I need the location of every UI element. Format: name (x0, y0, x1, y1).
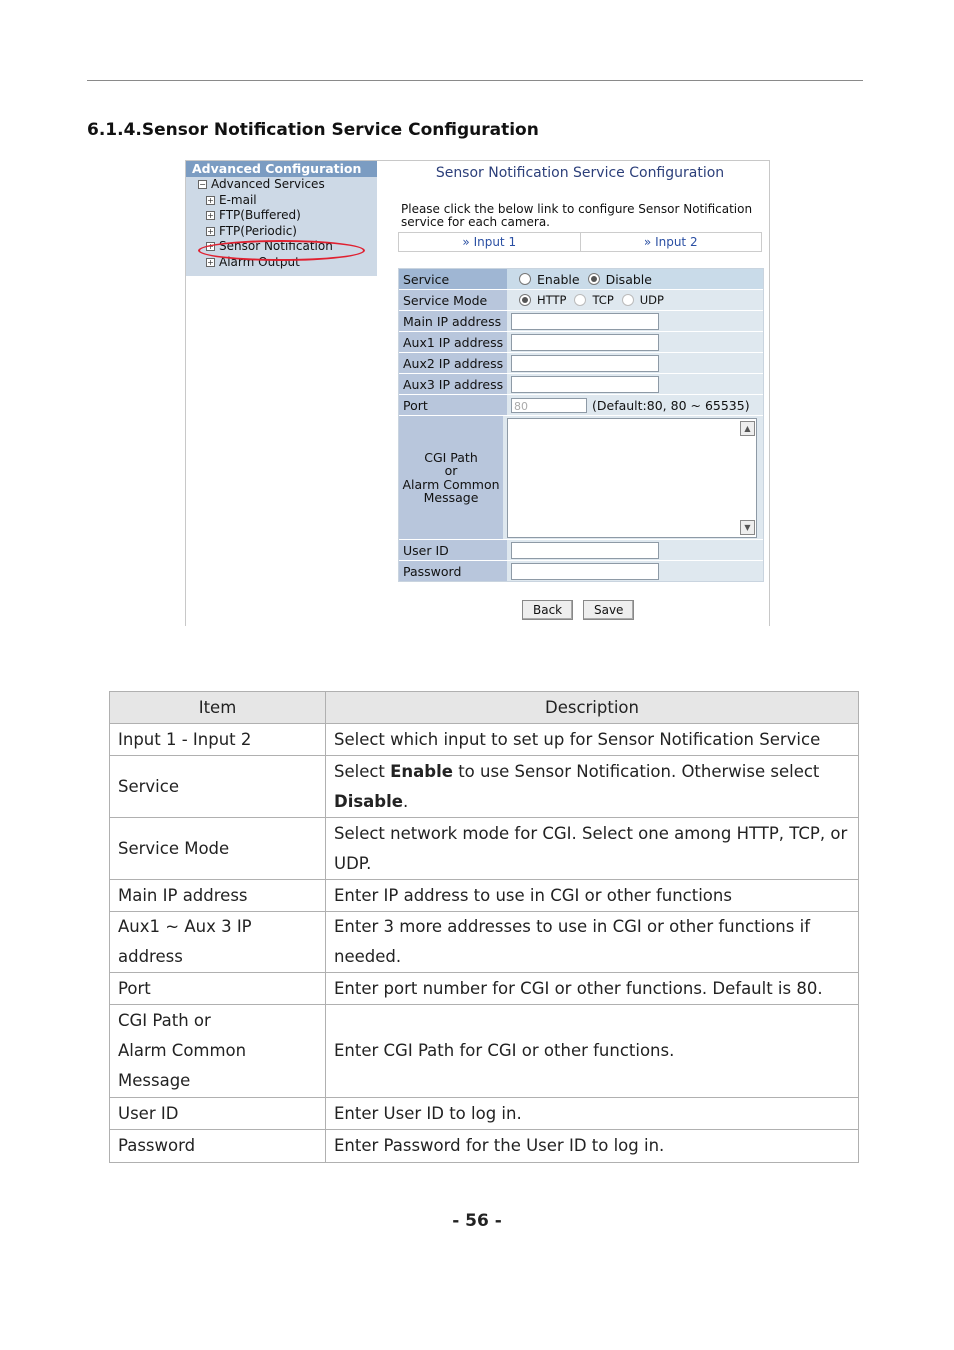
aux2-ip-label: Aux2 IP address (399, 353, 507, 373)
sidebar-item-email[interactable] (186, 193, 377, 209)
save-button[interactable]: Save (583, 600, 634, 620)
link-arrow-icon: » (643, 235, 652, 249)
item-line: CGI Path or (118, 1011, 211, 1030)
main-ip-input[interactable] (511, 313, 659, 330)
description-cell: Enter CGI Path for CGI or other functions. (326, 1005, 859, 1098)
expand-icon[interactable]: + (207, 257, 214, 267)
description-table (109, 691, 859, 1163)
description-column-header: Description (326, 692, 859, 724)
table-row (110, 818, 859, 880)
main-ip-row (399, 311, 763, 332)
sidebar (186, 161, 377, 276)
item-cell: Service Mode (110, 818, 326, 880)
description-cell: Enter Password for the User ID to log in. (326, 1130, 859, 1163)
input-1-label: Input 1 (473, 235, 517, 249)
tree-group-label: Advanced Services (211, 177, 325, 191)
aux1-ip-label: Aux1 IP address (399, 332, 507, 352)
mode-tcp-radio[interactable] (574, 294, 586, 306)
description-cell (326, 756, 859, 818)
aux1-ip-row (399, 332, 763, 353)
aux2-ip-cell (507, 353, 763, 373)
description-cell: Enter port number for CGI or other functions. Default is 80. (326, 973, 859, 1005)
sidebar-item-ftp-buffered[interactable] (186, 208, 377, 224)
back-button[interactable]: Back (522, 600, 573, 620)
service-mode-options (507, 290, 763, 310)
collapse-icon[interactable]: − (199, 180, 206, 189)
section-heading: 6.1.4.Sensor Notification Service Configuration (87, 120, 539, 140)
table-row (110, 1005, 859, 1098)
table-row (110, 912, 859, 973)
cgi-label-line: or (444, 463, 458, 478)
instruction-line: service for each camera. (401, 215, 550, 229)
expand-icon[interactable]: + (207, 226, 214, 236)
config-main (398, 161, 762, 582)
password-label: Password (399, 561, 507, 581)
user-id-row (399, 540, 763, 561)
item-cell: Password (110, 1130, 326, 1163)
sidebar-header: Advanced Configuration (186, 161, 377, 177)
highlight-oval (198, 240, 365, 261)
sidebar-item-label: Sensor Notification (219, 239, 333, 253)
config-title: Sensor Notification Service Configuration (435, 165, 725, 181)
service-options (507, 269, 763, 289)
link-arrow-icon: » (462, 235, 470, 249)
aux3-ip-label: Aux3 IP address (399, 374, 507, 394)
item-column-header: Item (110, 692, 326, 724)
table-header-row (110, 692, 859, 724)
password-input[interactable] (511, 563, 659, 580)
description-cell: Select which input to set up for Sensor Notification Service (326, 724, 859, 756)
user-id-input[interactable] (511, 542, 659, 559)
input-links (398, 232, 762, 252)
aux2-ip-input[interactable] (511, 355, 659, 372)
description-bold: Disable (334, 791, 403, 811)
item-cell (110, 1005, 326, 1098)
sidebar-item-ftp-periodic[interactable] (186, 224, 377, 240)
top-rule (87, 80, 863, 81)
service-disable-label: Disable (605, 271, 652, 287)
description-cell: Enter IP address to use in CGI or other functions (326, 880, 859, 912)
cgi-label-line: Message (423, 490, 479, 505)
aux3-ip-input[interactable] (511, 376, 659, 393)
table-row (110, 1130, 859, 1163)
table-row (110, 973, 859, 1005)
service-mode-row (399, 290, 763, 311)
input-2-link[interactable] (581, 233, 762, 251)
instruction-line: Please click the below link to configure Sensor Notification (401, 202, 753, 216)
port-hint: (Default:80, 80 ~ 65535) (592, 397, 750, 413)
port-input[interactable]: 80 (511, 398, 587, 413)
sidebar-item-label: Alarm Output (219, 254, 300, 269)
password-row (399, 561, 763, 581)
main-ip-cell (507, 311, 763, 331)
user-id-label: User ID (399, 540, 507, 560)
description-cell: Enter 3 more addresses to use in CGI or other functions if needed. (326, 912, 859, 973)
mode-udp-radio[interactable] (622, 294, 634, 306)
page-number: - 56 - (452, 1211, 502, 1231)
mode-http-radio[interactable] (519, 294, 531, 306)
aux3-ip-row (399, 374, 763, 395)
mode-udp-label: UDP (639, 293, 664, 307)
service-disable-radio[interactable] (588, 273, 600, 285)
user-id-cell (507, 540, 763, 560)
cgi-path-cell (503, 416, 763, 539)
instruction-text (398, 203, 762, 229)
config-form (398, 268, 764, 582)
item-cell: User ID (110, 1098, 326, 1130)
cgi-label-line: CGI Path (424, 449, 478, 465)
item-cell: Service (110, 756, 326, 818)
table-row (110, 1098, 859, 1130)
item-cell: Port (110, 973, 326, 1005)
aux1-ip-cell (507, 332, 763, 352)
mode-http-label: HTTP (537, 293, 567, 307)
port-label: Port (399, 395, 507, 415)
item-cell: Main IP address (110, 880, 326, 912)
input-2-label: Input 2 (655, 235, 698, 249)
description-text: to use Sensor Notification. Otherwise select (452, 761, 820, 781)
service-enable-radio[interactable] (519, 273, 531, 285)
password-cell (507, 561, 763, 581)
tree-group-advanced-services[interactable] (186, 177, 377, 193)
service-row (399, 269, 763, 290)
input-1-link[interactable] (399, 233, 581, 251)
table-row (110, 756, 859, 818)
cgi-label-line: Alarm Common (402, 476, 500, 492)
expand-icon[interactable]: + (207, 211, 214, 220)
item-cell: Input 1 - Input 2 (110, 724, 326, 756)
description-cell: Enter User ID to log in. (326, 1098, 859, 1130)
aux1-ip-input[interactable] (511, 334, 659, 351)
service-mode-label: Service Mode (399, 290, 507, 310)
sidebar-item-label: E-mail (219, 192, 257, 207)
aux3-ip-cell (507, 374, 763, 394)
table-row (110, 724, 859, 756)
port-row (399, 395, 763, 416)
item-cell: Aux1 ~ Aux 3 IP address (110, 912, 326, 973)
cgi-path-row (399, 416, 763, 540)
description-cell: Select network mode for CGI. Select one among HTTP, TCP, or UDP. (326, 818, 859, 880)
mode-tcp-label: TCP (592, 293, 614, 307)
cgi-path-textarea[interactable] (507, 418, 757, 538)
port-cell (507, 395, 763, 415)
item-line: Message (118, 1071, 191, 1090)
scroll-down-icon[interactable]: ▼ (740, 520, 755, 535)
screenshot-panel (185, 160, 770, 626)
expand-icon[interactable]: + (207, 195, 214, 205)
cgi-path-label (399, 416, 503, 539)
sidebar-item-label: FTP(Periodic) (219, 223, 297, 238)
form-buttons (522, 600, 640, 620)
scroll-up-icon[interactable]: ▲ (740, 421, 755, 436)
main-ip-label: Main IP address (399, 311, 507, 331)
service-label: Service (399, 269, 507, 289)
expand-icon[interactable]: + (207, 242, 214, 251)
table-row (110, 880, 859, 912)
item-line: Alarm Common (118, 1041, 247, 1060)
sidebar-item-label: FTP(Buffered) (219, 208, 301, 222)
aux2-ip-row (399, 353, 763, 374)
service-enable-label: Enable (537, 271, 580, 287)
description-bold: Enable (390, 761, 453, 781)
description-text: . (402, 791, 409, 811)
description-text: Select (334, 761, 391, 781)
